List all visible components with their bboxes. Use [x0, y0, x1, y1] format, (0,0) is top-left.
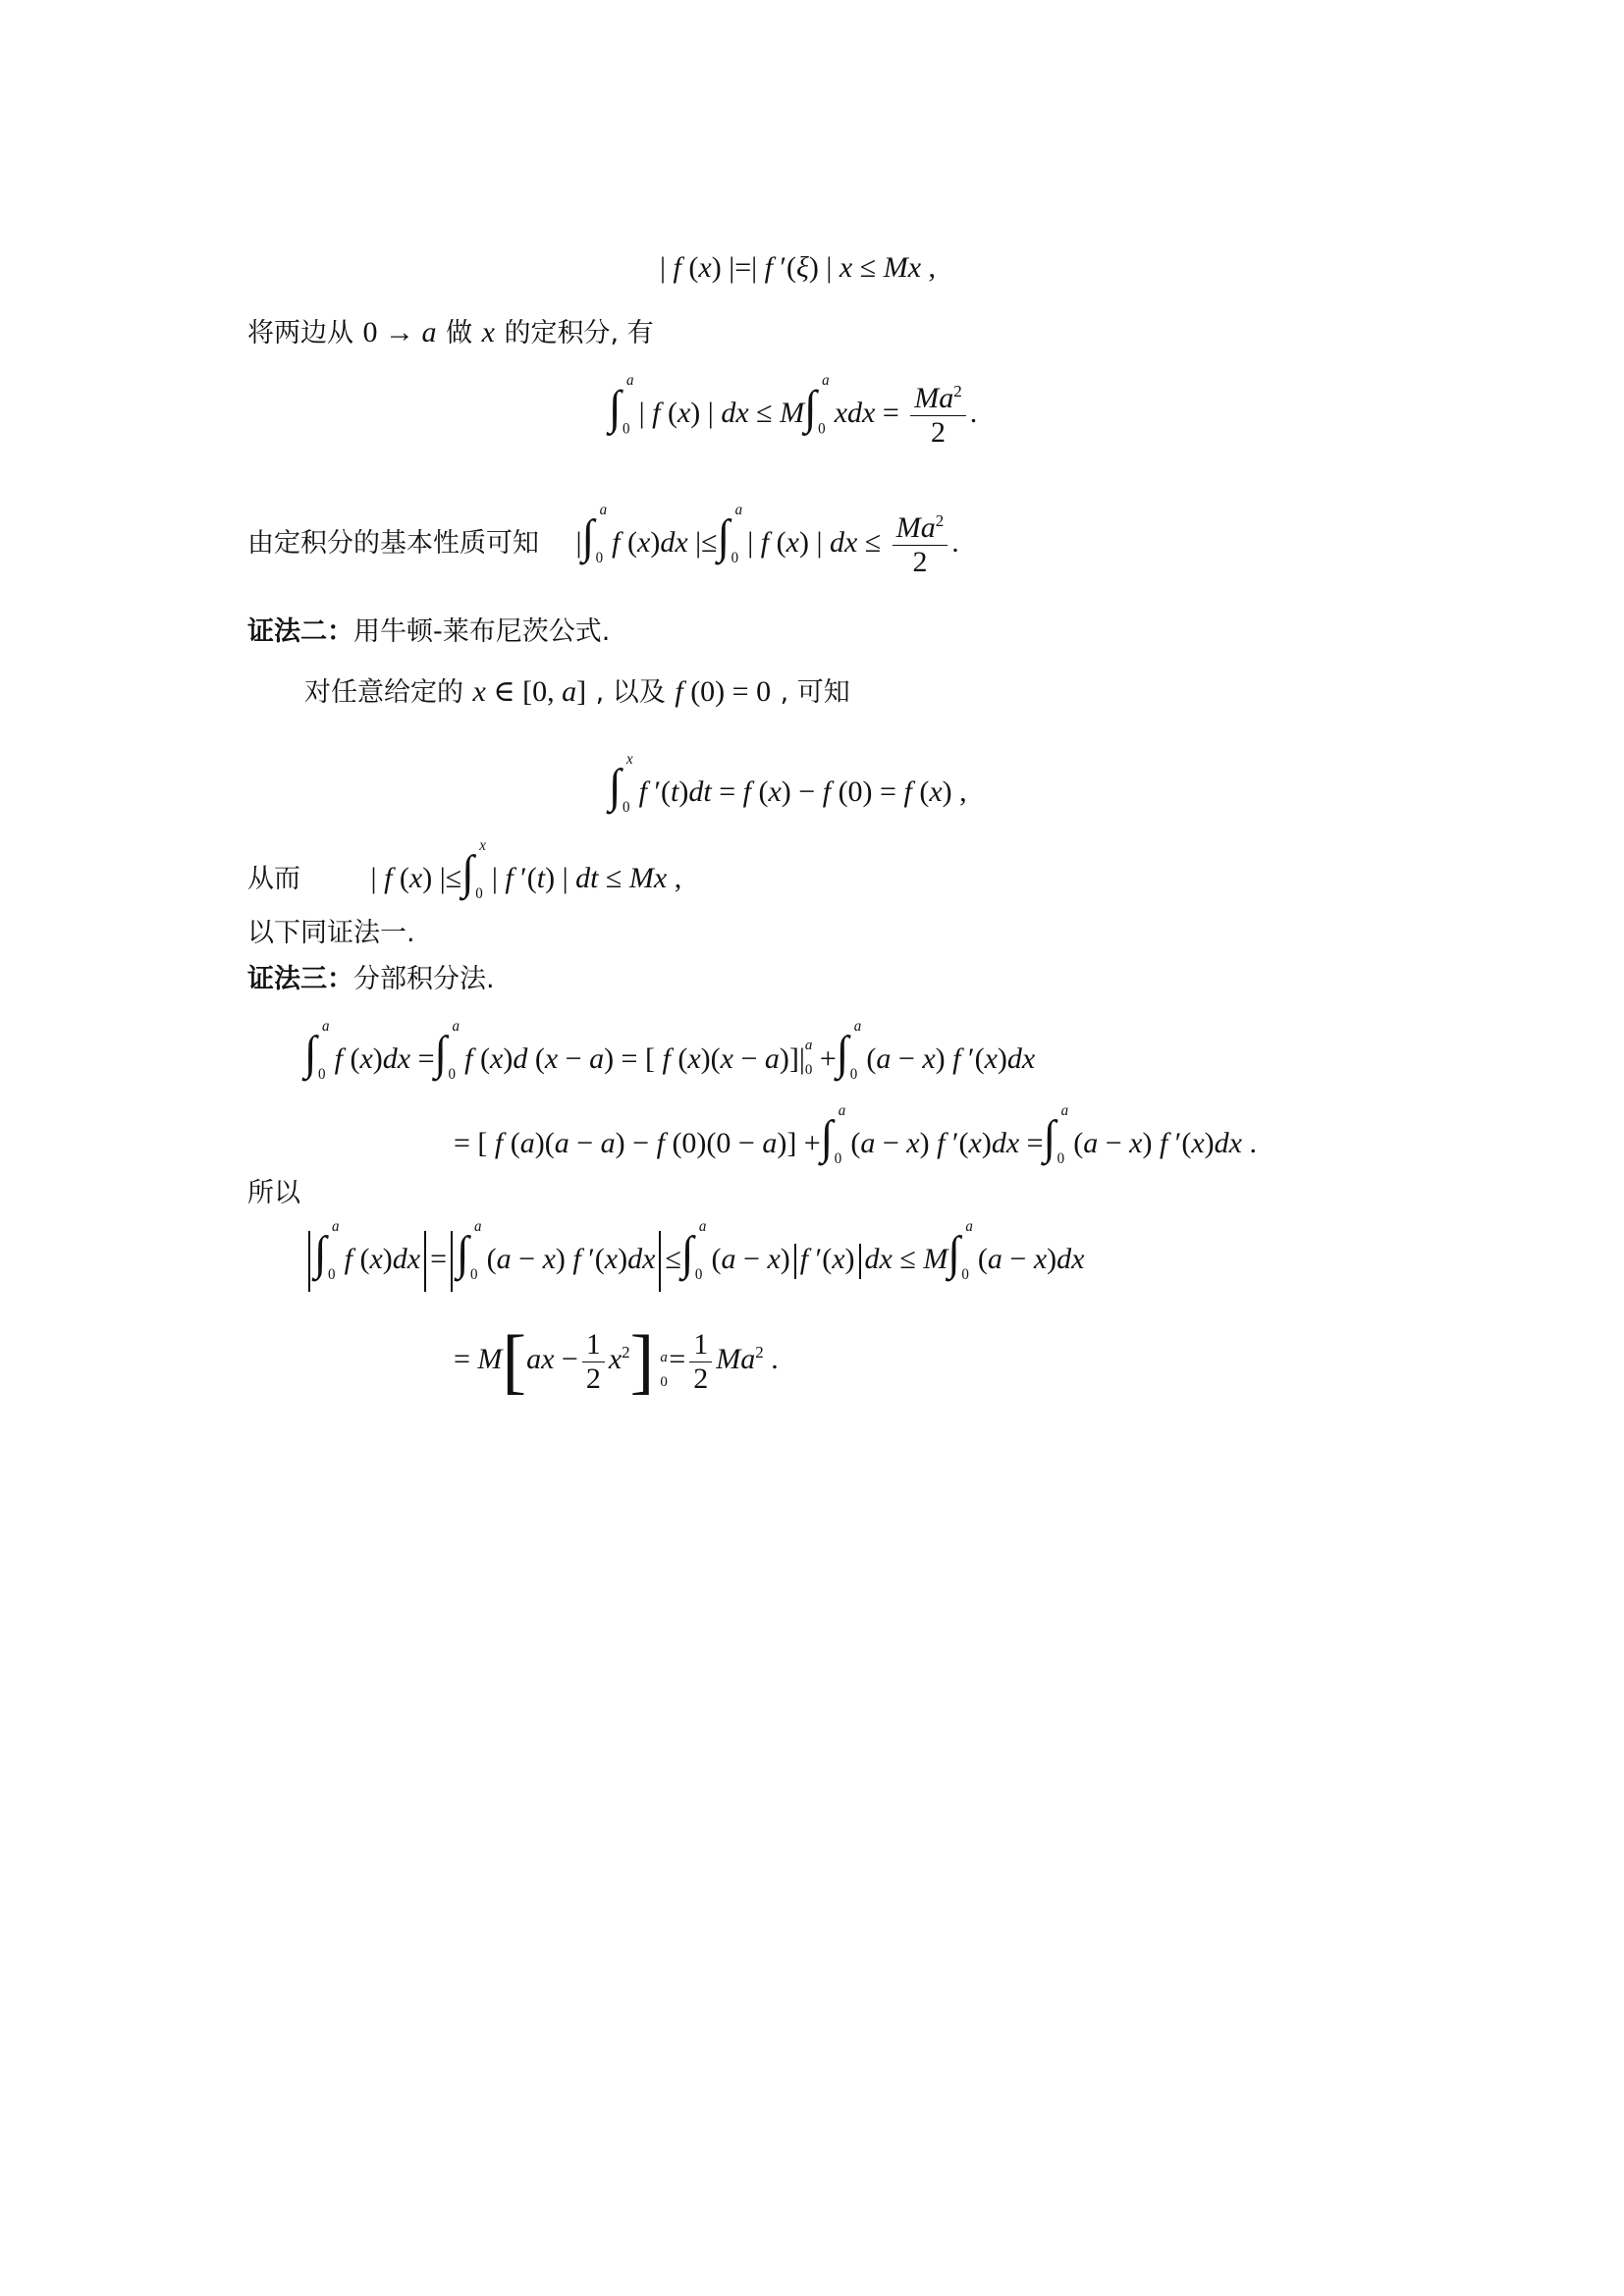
equation-5: = [ f (a)(a − a) − f (0)(0 − a)] +∫ a 0 (a − x) f ′(x)dx =∫ a 0 (a − x) f ′(x)dx . — [454, 1102, 1257, 1168]
equation-1: | f (x) |=| f ′(ξ) | x ≤ Mx , — [660, 251, 937, 284]
equation-6: ∫ a 0 f (x)dx = ∫ a 0 (a − x) f ′(x)dx ≤∫ a 0 (a − x) f ′(x) dx ≤ M∫ a 0 (a − x)dx — [304, 1231, 1085, 1292]
equation-3: ∫ x 0 f ′(t)dt = f (x) − f (0) = f (x) , — [609, 751, 967, 817]
text-line-same-as-proof1: 以下同证法一. — [247, 918, 415, 948]
equation-2: ∫ a 0 | f (x) | dx ≤ M∫ a 0 xdx = $\frac{Ma^2}{2}$ . — [609, 372, 978, 449]
equation-4: ∫ a 0 f (x)dx =∫ a 0 f (x)d (x − a) = [ f (x)(x − a)]| a 0 +∫ a 0 (a − x) f ′(x)dx — [304, 1018, 1036, 1084]
text-line-thus: 从而 | f (x) |≤∫ x 0 | f ′(t) | dt ≤ Mx , — [247, 837, 682, 903]
text-line-given-x: 对任意给定的 x ∈ [0, a] , 以及 f (0) = 0 , 可知 — [304, 675, 850, 708]
proof-2-heading: 证法二：用牛顿-莱布尼茨公式. — [247, 616, 611, 647]
proof-3-heading: 证法三：分部积分法. — [247, 964, 495, 994]
text-line-integrate: 将两边从 0 → a 做 x 的定积分, 有 — [247, 316, 654, 348]
equation-7: = M[ax − $\frac{1}{2}$ $x^2$] a 0 = $\frac{1}{2}$ Ma$^2$ . — [454, 1321, 779, 1402]
text-line-basic-property: 由定积分的基本性质可知 |∫ a 0 f (x)dx |≤∫ a 0 | f (x) | dx ≤ $\frac{Ma^2}{2}$ . — [247, 502, 959, 578]
text-line-therefore: 所以 — [247, 1178, 300, 1208]
